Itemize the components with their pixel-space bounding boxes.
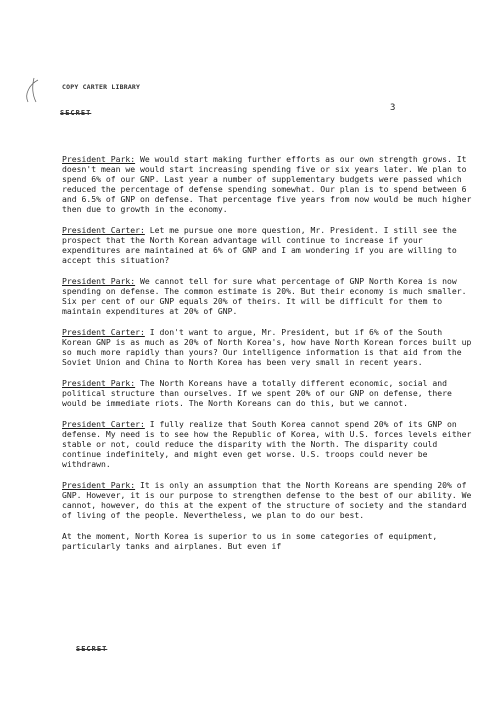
speaker-label: President Carter: [62, 225, 145, 235]
paragraph [62, 154, 472, 214]
paragraph-text: At the moment, North Korea is superior to us in some categories of equipment, particularly tanks and airplanes. But even if [62, 531, 438, 551]
speaker-label: President Carter: [62, 419, 145, 429]
paragraph-text: We would start making further efforts as our own strength grows. It doesn't mean we would start increasing spending five or six years later. We plan to spend 6% of our GNP. Last year a number of supplementary budgets were passed which reduced the percentage of defense spending somewhat. Our plan is to spend between 6 and 6.5% of GNP on defense. That percentage five years from now would be much higher then due to growth in the economy. [62, 154, 472, 214]
paragraph [62, 480, 472, 520]
paragraph [62, 276, 472, 316]
paragraph [62, 327, 472, 367]
paragraph [62, 225, 472, 265]
page-number: 3 [390, 103, 396, 113]
handwritten-mark [20, 72, 60, 112]
paragraph [62, 419, 472, 469]
paragraph-text: I don't want to argue, Mr. President, but if 6% of the South Korean GNP is as much as 20% of North Korea's, how have North Korean forces built up so much more rapidly than yours? Our intelligence information is that aid from the Soviet Union and China to North Korea has been very small in recent years. [62, 327, 472, 367]
paragraph [62, 531, 472, 551]
paragraph-text: It is only an assumption that the North Koreans are spending 20% of GNP. However, it is our purpose to strengthen defense to the best of our ability. We cannot, however, do this at the expent of the structure of society and the standard of living of the people. Nevertheless, we plan to do our best. [62, 480, 472, 520]
paragraph-text: The North Koreans have a totally different economic, social and political structure than ourselves. If we spent 20% of our GNP on defense, there would be immediate riots. The North Koreans can do this, but we cannot. [62, 378, 452, 408]
paragraph [62, 378, 472, 408]
paragraph-text: Let me pursue one more question, Mr. President. I still see the prospect that the North Korean advantage will continue to increase if your expenditures are maintained at 6% of GNP and I am wondering if you are willing to accept this situation? [62, 225, 457, 265]
paragraph-text: I fully realize that South Korea cannot spend 20% of its GNP on defense. My need is to see how the Republic of Korea, with U.S. forces levels either stable or not, could reduce the disparity with the North. The disparity could continue indefinitely, and might even get worse. U.S. troops could never be withdrawn. [62, 419, 472, 469]
speaker-label: President Park: [62, 378, 136, 388]
paragraph-text: We cannot tell for sure what percentage of GNP North Korea is now spending on defense. The common estimate is 20%. But their economy is much smaller. Six per cent of our GNP equals 20% of theirs. It will be difficult for them to maintain expenditures at 20% of GNP. [62, 276, 467, 316]
classification-marking-bottom: SECRET [76, 645, 108, 653]
speaker-label: President Park: [62, 480, 136, 490]
transcript-body [62, 154, 472, 562]
speaker-label: President Carter: [62, 327, 145, 337]
speaker-label: President Park: [62, 154, 136, 164]
library-stamp: COPY CARTER LIBRARY [62, 83, 141, 91]
speaker-label: President Park: [62, 276, 136, 286]
classification-marking-top: SECRET [60, 109, 92, 117]
